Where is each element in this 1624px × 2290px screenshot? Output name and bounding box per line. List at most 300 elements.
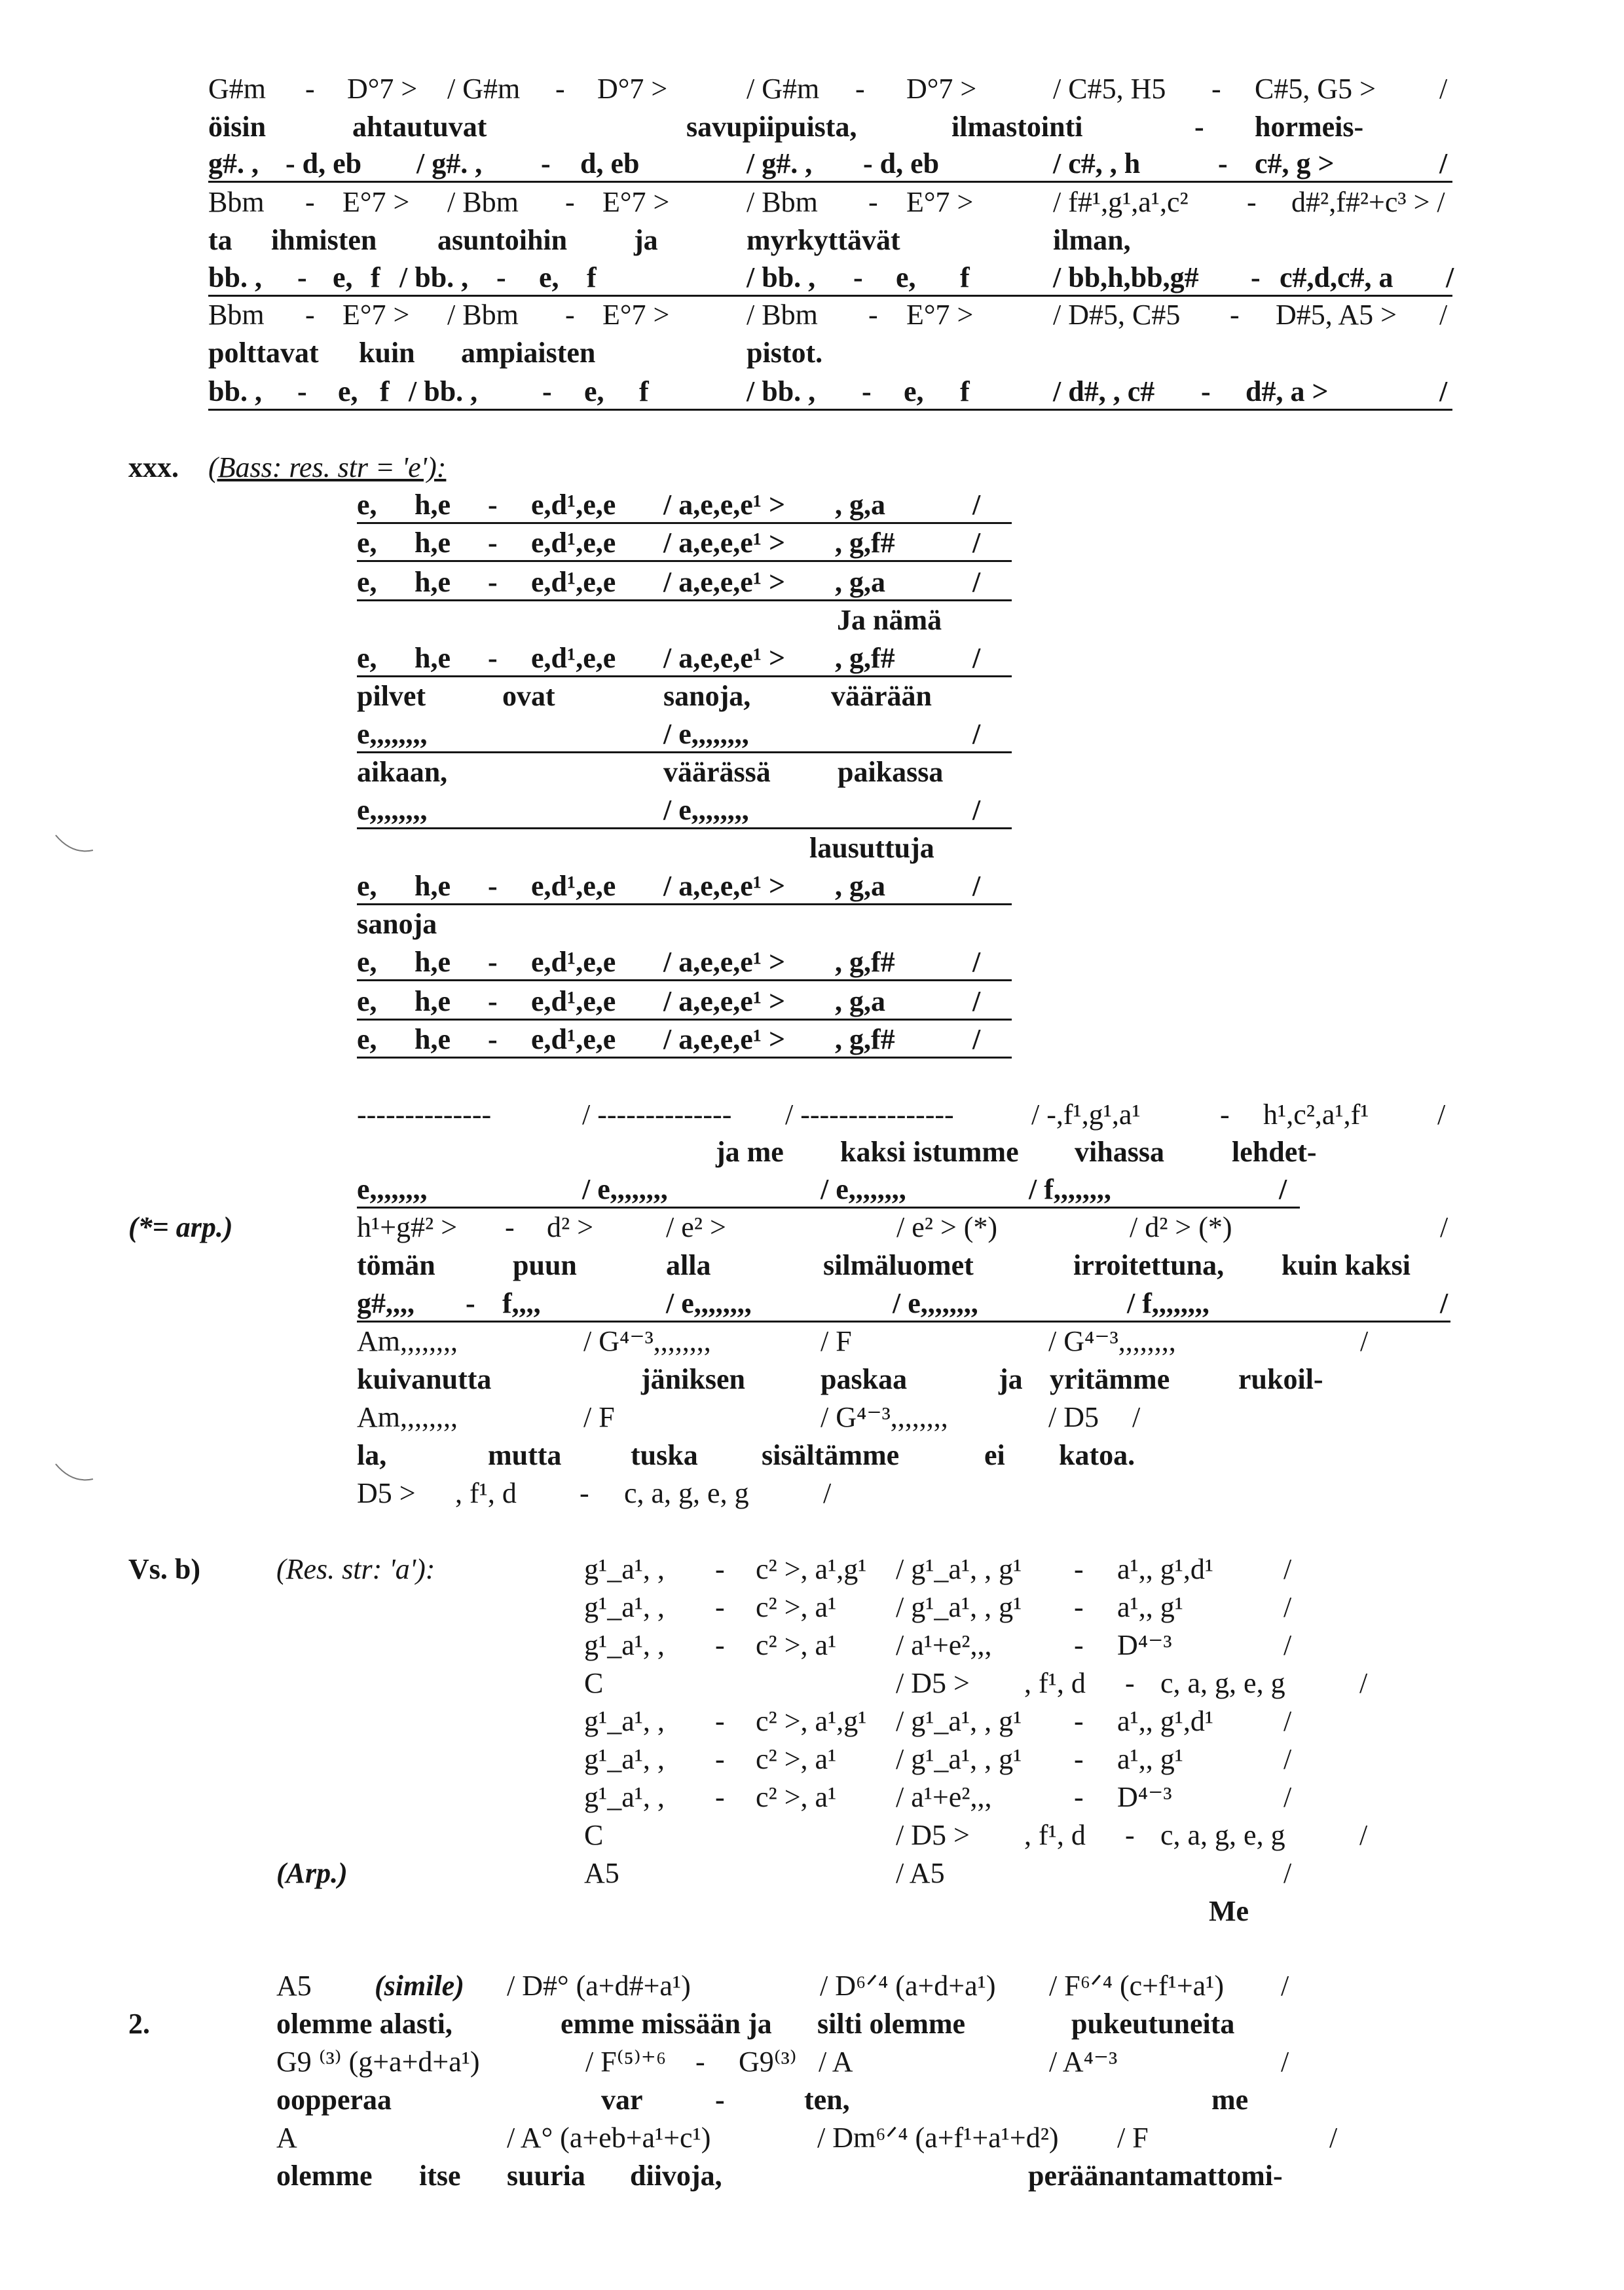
lyric-word: vihassa: [1075, 1136, 1164, 1168]
chord: / Bbm: [447, 186, 519, 218]
lyric-word: pistot.: [747, 337, 823, 369]
bass-note: e,d¹,e,e: [531, 1023, 616, 1055]
lyric-word: itse: [419, 2160, 461, 2192]
bar: /: [1437, 1098, 1446, 1131]
chord: / e² >: [666, 1211, 726, 1243]
dash: -: [565, 186, 575, 218]
chord-line: [357, 1400, 1339, 1435]
chord: E°7 >: [906, 186, 974, 218]
chord-line: [357, 1211, 1470, 1245]
dash: -: [1074, 1743, 1084, 1775]
bass-note: e,: [357, 946, 377, 978]
lyric-word: me: [1211, 2084, 1249, 2116]
bass-note: e,d¹,e,e: [531, 985, 616, 1017]
bar: /: [1360, 1325, 1369, 1357]
bass-note: e,: [338, 375, 358, 407]
chord-line: [584, 1704, 1435, 1738]
lyric-line: [357, 1248, 1483, 1283]
bass-note: / bb,h,bb,g#: [1053, 261, 1199, 293]
bar: /: [1281, 1970, 1289, 2002]
bar: /: [1440, 1211, 1449, 1243]
lyric-word: pilvet: [357, 680, 426, 712]
dash: -: [305, 73, 315, 105]
bar: /: [972, 642, 981, 674]
bass-note: h,e: [415, 642, 451, 674]
dash: -: [488, 566, 498, 598]
dash: -: [1074, 1553, 1084, 1585]
bar: /: [1359, 1667, 1368, 1699]
dash: -: [1251, 261, 1261, 293]
bar: /: [972, 985, 981, 1017]
bass-line: [357, 717, 1012, 753]
bass-note: / a,e,e,e¹ >: [663, 642, 786, 674]
bass-note: h,e: [415, 566, 451, 598]
dash: -: [488, 946, 498, 978]
bass-note: f,,,,: [502, 1287, 541, 1319]
bass-note: / a,e,e,e¹ >: [663, 566, 786, 598]
lyric-word: asuntoihin: [437, 224, 568, 256]
bass-note: / e,,,,,,,,: [893, 1287, 978, 1319]
dash: -: [305, 299, 315, 331]
bass-note: , g,a: [835, 489, 885, 521]
bass-note: f: [960, 261, 970, 293]
dash: -: [1230, 299, 1240, 331]
bass-note: / a,e,e,e¹ >: [663, 1023, 786, 1055]
arp-marking: (Arp.): [276, 1857, 348, 1889]
bass-note: e,: [357, 870, 377, 902]
chord: D5 >: [357, 1477, 416, 1509]
chord: / F: [821, 1325, 852, 1357]
lyric-word: ja me: [716, 1136, 784, 1168]
dash: -: [488, 527, 498, 559]
chord: a¹,, g¹,d¹: [1117, 1553, 1214, 1585]
dash: -: [565, 299, 575, 331]
lyric-line: [357, 1135, 1405, 1169]
chord: / G#m: [447, 73, 521, 105]
chord: A: [276, 2122, 297, 2154]
chord: E°7 >: [602, 186, 670, 218]
lyric-line: [208, 110, 1387, 144]
chord-line: [584, 1818, 1435, 1852]
chord: c, a, g, e, g: [1160, 1667, 1285, 1699]
chord: / a¹+e²,,,: [896, 1781, 992, 1813]
lyric-line: [357, 1438, 1274, 1473]
lyric-word: ampiaisten: [461, 337, 596, 369]
dash: -: [868, 186, 878, 218]
bar: /: [972, 527, 981, 559]
bass-note: / e,,,,,,,,: [666, 1287, 752, 1319]
lyric-word: kaksi istumme: [840, 1136, 1019, 1168]
chord-line: [584, 1742, 1435, 1776]
chord: a¹,, g¹: [1117, 1591, 1183, 1623]
chord: E°7 >: [906, 299, 974, 331]
bass-line: [357, 1023, 1012, 1059]
bass-note: / a,e,e,e¹ >: [663, 870, 786, 902]
lyric-word: alla: [666, 1249, 711, 1281]
bass-line: [357, 985, 1012, 1021]
verse-number: 2.: [128, 2008, 150, 2040]
bass-note: / e,,,,,,,,: [663, 794, 749, 826]
bar: /: [972, 794, 981, 826]
bass-note: e,d¹,e,e: [531, 642, 616, 674]
lyric-word: silti olemme: [817, 2008, 966, 2040]
bass-line: [208, 261, 1452, 297]
bass-note: f: [960, 375, 970, 407]
bass-line: [208, 147, 1452, 183]
dash: -: [695, 2046, 705, 2078]
bass-note: e,,,,,,,,: [357, 794, 428, 826]
chord: G#m: [208, 73, 266, 105]
lyric-word: lausuttuja: [809, 832, 934, 864]
bar: /: [972, 489, 981, 521]
chord: / g¹_a¹, , g¹: [896, 1591, 1022, 1623]
chord: D°7 >: [597, 73, 668, 105]
bass-note: e,: [333, 261, 353, 293]
bass-note: f: [639, 375, 649, 407]
lyric-word: olemme: [276, 2160, 373, 2192]
chord: / e² > (*): [896, 1211, 998, 1243]
lyric-word: sanoja: [357, 908, 437, 940]
bass-note: bb. ,: [208, 261, 262, 293]
chord: / f#¹,g¹,a¹,c²: [1053, 186, 1189, 218]
dash: -: [715, 1591, 725, 1623]
bass-note: e,d¹,e,e: [531, 566, 616, 598]
bass-note: e,: [584, 375, 604, 407]
chord: / Bbm: [747, 186, 818, 218]
chord: / D#5, C#5: [1053, 299, 1181, 331]
lyric-word: savupiipuista,: [686, 111, 857, 143]
bass-line: [357, 565, 1012, 601]
bass-note: , g,a: [835, 566, 885, 598]
chord: / Bbm: [447, 299, 519, 331]
bass-note: e,d¹,e,e: [531, 946, 616, 978]
lyric-word: aikaan,: [357, 756, 448, 788]
bass-note: / d#, , c#: [1053, 375, 1155, 407]
dash: -: [541, 147, 551, 179]
scan-mark: [52, 832, 98, 858]
lyric-word: kuin: [359, 337, 415, 369]
bass-note: , g,f#: [835, 1023, 895, 1055]
arp-legend: (*= arp.): [128, 1211, 233, 1243]
lyric-hyphen: -: [715, 2084, 725, 2116]
bar: /: [972, 718, 981, 750]
chord: c, a, g, e, g: [624, 1477, 749, 1509]
bass-note: / bb. ,: [409, 375, 478, 407]
bass-line: [357, 488, 1012, 524]
bass-note: / e,,,,,,,,: [821, 1173, 906, 1205]
chord: D°7 >: [347, 73, 418, 105]
dash: -: [488, 642, 498, 674]
bass-note: , g,a: [835, 985, 885, 1017]
lyric-word: oopperaa: [276, 2084, 392, 2116]
lyric-word: polttavat: [208, 337, 319, 369]
dash: -: [305, 186, 315, 218]
chord-line: [357, 1098, 1470, 1132]
lyric-word: kuin kaksi: [1282, 1249, 1411, 1281]
chord: g¹_a¹, ,: [584, 1781, 665, 1813]
chord: / Bbm: [747, 299, 818, 331]
bass-note: e,d¹,e,e: [531, 870, 616, 902]
chord: / G⁴⁻³,,,,,,,,: [1048, 1325, 1176, 1357]
bass-line: [357, 641, 1012, 677]
chord: E°7 >: [602, 299, 670, 331]
chord: A5: [584, 1857, 619, 1889]
chord-line: [208, 72, 1452, 106]
chord: / A: [819, 2046, 853, 2078]
lyric-line: [276, 2159, 1390, 2193]
dash: -: [488, 870, 498, 902]
bass-note: bb. ,: [208, 375, 262, 407]
bar: /: [1439, 299, 1448, 331]
dash: -: [505, 1211, 515, 1243]
bar: /: [1283, 1553, 1292, 1585]
chord: / F: [1117, 2122, 1149, 2154]
lyric-word: ilman,: [1053, 224, 1131, 256]
dash: -: [868, 299, 878, 331]
lyric-word: ilmastointi: [951, 111, 1083, 143]
chord: d#²,f#²+c³ > /: [1291, 186, 1445, 218]
chord-line: [584, 1628, 1435, 1662]
chord: / G⁴⁻³,,,,,,,,: [583, 1325, 711, 1357]
lyric-word: mutta: [488, 1439, 562, 1471]
chord: / C#5, H5: [1053, 73, 1166, 105]
bass-note: e,: [357, 985, 377, 1017]
lyric-word: väärässä: [663, 756, 771, 788]
bar: /: [1439, 147, 1448, 179]
bass-note: h,e: [415, 985, 451, 1017]
lyric-word: rukoil-: [1238, 1363, 1323, 1395]
lyric-word: öisin: [208, 111, 267, 143]
bass-line: [357, 526, 1012, 562]
chord: / D⁶ᐟ⁴ (a+d+a¹): [820, 1970, 996, 2002]
lyric-word: paskaa: [821, 1363, 908, 1395]
bass-note: h,e: [415, 946, 451, 978]
chord: A5: [276, 1970, 312, 2002]
chord-line: [276, 2045, 1357, 2079]
bar: /: [1283, 1705, 1292, 1737]
chord: Bbm: [208, 186, 265, 218]
chord: D#5, A5 >: [1276, 299, 1397, 331]
dash: -: [297, 261, 307, 293]
bass-note: c#, g >: [1255, 147, 1335, 179]
lyric-word: ahtautuvat: [352, 111, 487, 143]
chord: Bbm: [208, 299, 265, 331]
bass-line: [357, 1286, 1450, 1323]
chord: / a¹+e²,,,: [896, 1629, 992, 1661]
chord-line: [276, 2121, 1357, 2155]
bar: /: [823, 1477, 832, 1509]
dash: -: [853, 261, 863, 293]
bass-note: / c#, , h: [1053, 147, 1141, 179]
chord: / G⁴⁻³,,,,,,,,: [821, 1401, 948, 1433]
lyric-word: yritämme: [1050, 1363, 1170, 1395]
bass-note: / g#. ,: [747, 147, 813, 179]
bass-note: / e,,,,,,,,: [663, 718, 749, 750]
dash: -: [1220, 1098, 1230, 1131]
bass-note: , g,f#: [835, 642, 895, 674]
chord: / A° (a+eb+a¹+c¹): [507, 2122, 711, 2154]
lyric-hyphen: -: [1194, 111, 1204, 143]
chord: c² >, a¹: [756, 1629, 837, 1661]
bar: /: [1283, 1591, 1292, 1623]
bass-note: e,,,,,,,,: [357, 1173, 428, 1205]
lyric-line: [276, 2083, 1324, 2117]
lyric-word: myrkyttävät: [747, 224, 900, 256]
dash: -: [1211, 73, 1221, 105]
lyric-word: ihmisten: [271, 224, 377, 256]
lyric-word: Me: [1209, 1895, 1249, 1927]
chord: Am,,,,,,,,: [357, 1325, 458, 1357]
dash: -: [488, 489, 498, 521]
chord: / A5: [896, 1857, 945, 1889]
bass-note: e,: [357, 527, 377, 559]
bar: /: [1281, 2046, 1289, 2078]
bass-note: g#,,,,: [357, 1287, 415, 1319]
chord: h¹+g#² >: [357, 1211, 458, 1243]
chord-line: [208, 298, 1452, 332]
dash: -: [1201, 375, 1211, 407]
lyric-word: paikassa: [838, 756, 944, 788]
lyric-word: Ja nämä: [837, 604, 942, 636]
bass-note: e,d¹,e,e: [531, 489, 616, 521]
lyric-word: peräänantamattomi-: [1028, 2160, 1283, 2192]
chord: , f¹, d: [1024, 1819, 1086, 1851]
chord: / D#° (a+d#+a¹): [507, 1970, 691, 2002]
dash-run: / --------------: [582, 1098, 732, 1131]
bass-note: h,e: [415, 870, 451, 902]
lyric-word: ja: [634, 224, 658, 256]
bar: /: [1359, 1819, 1368, 1851]
chord: C: [584, 1667, 604, 1699]
lyric-word: ja: [999, 1363, 1023, 1395]
dash: -: [1074, 1591, 1084, 1623]
lyric-line: [357, 755, 1012, 789]
bass-note: e,,,,,,,,: [357, 718, 428, 750]
bass-note: / a,e,e,e¹ >: [663, 985, 786, 1017]
chord-line: [584, 1590, 1435, 1624]
dash: -: [580, 1477, 589, 1509]
section-label: xxx.: [128, 451, 179, 483]
chord-line: [357, 1476, 1012, 1511]
dash: -: [297, 375, 307, 407]
bass-note: / a,e,e,e¹ >: [663, 946, 786, 978]
bass-note: e,: [357, 566, 377, 598]
lyric-word: ta: [208, 224, 232, 256]
bar: /: [1283, 1857, 1292, 1889]
chord: / D5 >: [896, 1819, 970, 1851]
bass-note: / bb. ,: [399, 261, 469, 293]
dash: -: [715, 1705, 725, 1737]
bass-note: / f,,,,,,,,: [1127, 1287, 1209, 1319]
bass-note: f: [587, 261, 597, 293]
lyric-line: [357, 679, 1012, 713]
dash: -: [555, 73, 565, 105]
lyric-word: jäniksen: [641, 1363, 745, 1395]
chord-line: [357, 1324, 1405, 1359]
lyric-word: suuria: [507, 2160, 585, 2192]
lyric-word: lehdet-: [1232, 1136, 1317, 1168]
chord: / Dm⁶ᐟ⁴ (a+f¹+a¹+d²): [817, 2122, 1059, 2154]
bass-note: / g#. ,: [416, 147, 483, 179]
lyric-word: ten,: [804, 2084, 850, 2116]
chord-line: [208, 185, 1492, 219]
bass-note: f: [380, 375, 390, 407]
dash: -: [1074, 1629, 1084, 1661]
bass-line: [208, 375, 1452, 411]
bar: /: [972, 1023, 981, 1055]
dash: -: [715, 1781, 725, 1813]
chord: a¹,, g¹,d¹: [1117, 1705, 1214, 1737]
dash: -: [496, 261, 506, 293]
dash: -: [715, 1743, 725, 1775]
bass-note: e,: [357, 489, 377, 521]
lyric-word: kuivanutta: [357, 1363, 492, 1395]
chord: D⁴⁻³: [1117, 1629, 1172, 1661]
dash: -: [862, 375, 872, 407]
bass-note: d, eb: [580, 147, 640, 179]
bar: /: [1439, 73, 1448, 105]
chord: / F: [583, 1401, 615, 1433]
lyric-word: sanoja,: [663, 680, 751, 712]
bass-note: e,: [357, 642, 377, 674]
chord: / F⁽⁵⁾⁺⁶: [585, 2046, 667, 2078]
bass-note: , g,f#: [835, 527, 895, 559]
chord: c² >, a¹: [756, 1743, 837, 1775]
chord-line: [276, 1969, 1357, 2003]
section-label: Vs. b): [128, 1553, 201, 1585]
bass-note: c#,d,c#, a: [1280, 261, 1393, 293]
lyric-line: [208, 336, 994, 370]
bass-note: / e,,,,,,,,: [582, 1173, 668, 1205]
lyric-word: olemme alasti,: [276, 2008, 452, 2040]
lyric-word: la,: [357, 1439, 387, 1471]
dash-run: --------------: [357, 1098, 492, 1131]
bass-note: f: [371, 261, 380, 293]
bar: /: [1132, 1401, 1141, 1433]
bass-note: e,d¹,e,e: [531, 527, 616, 559]
simile-marking: (simile): [375, 1970, 464, 2002]
bar: /: [1440, 1287, 1449, 1319]
chord: c² >, a¹,g¹: [756, 1705, 867, 1737]
bass-note: / a,e,e,e¹ >: [663, 489, 786, 521]
chord: / g¹_a¹, , g¹: [896, 1743, 1022, 1775]
chord: E°7 >: [342, 186, 410, 218]
bass-line: [357, 869, 1012, 905]
dash: -: [488, 1023, 498, 1055]
bar: /: [1329, 2122, 1338, 2154]
section-heading: (Res. str: 'a'):: [276, 1553, 435, 1585]
chord: g¹_a¹, ,: [584, 1705, 665, 1737]
chord: / D5 >: [896, 1667, 970, 1699]
dash: -: [855, 73, 865, 105]
section-heading: (Bass: res. str = 'e'):: [208, 451, 447, 483]
lyric-word: ovat: [502, 680, 555, 712]
bass-note: d#, a >: [1246, 375, 1329, 407]
chord-line: [584, 1552, 1435, 1586]
dash: -: [488, 985, 498, 1017]
dash-run: / ----------------: [785, 1098, 954, 1131]
chord: / g¹_a¹, , g¹: [896, 1705, 1022, 1737]
chord: / D5: [1048, 1401, 1099, 1433]
chord: , f¹, d: [455, 1477, 517, 1509]
bass-line: [357, 1173, 1300, 1209]
chord: E°7 >: [342, 299, 410, 331]
dash: -: [715, 1629, 725, 1661]
chord: g¹_a¹, ,: [584, 1591, 665, 1623]
scan-mark: [52, 1461, 98, 1487]
chord: / F⁶ᐟ⁴ (c+f¹+a¹): [1049, 1970, 1225, 2002]
bass-note: / bb. ,: [747, 375, 816, 407]
